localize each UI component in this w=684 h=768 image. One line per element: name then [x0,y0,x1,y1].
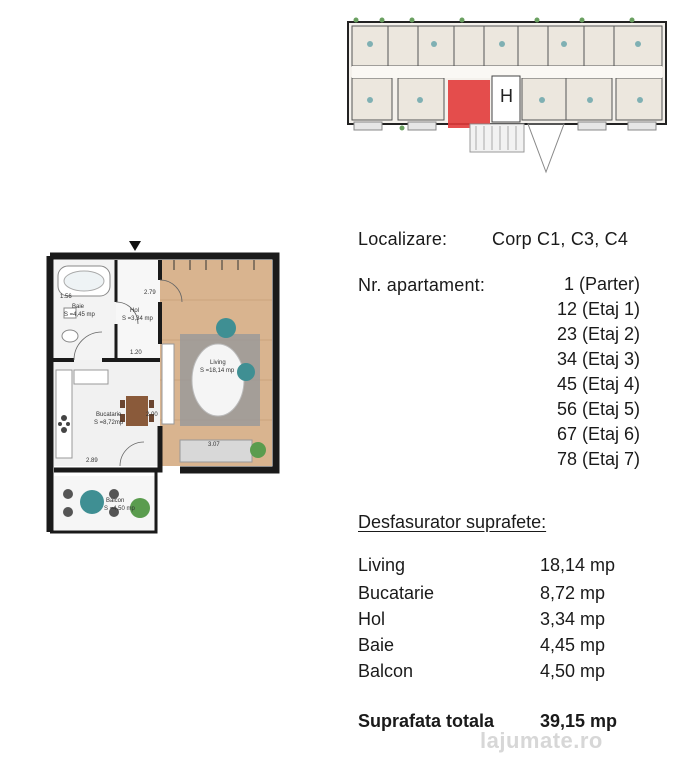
dimension-label: 2.89 [86,458,98,464]
area-row-value: 4,45 mp [540,635,606,655]
area-breakdown-title: Desfasurator suprafete: [358,512,547,532]
room-area-bucatarie: S =8,72mp [94,420,124,426]
dimension-label: 1.20 [130,350,142,356]
watermark-logo: lajumate.ro [480,728,603,753]
apartment-number-item: 56 (Etaj 5) [556,399,640,419]
area-row-label: Living [358,555,406,575]
room-name-living: Living [210,360,226,366]
area-row-label: Hol [358,609,386,629]
area-row-value: 4,50 mp [540,661,606,681]
entrance-arrow-icon [129,241,141,251]
apartment-number-item: 23 (Etaj 2) [556,324,640,344]
room-area-living: S =18,14 mp [200,368,235,374]
apartment-number-item: 1 (Parter) [563,274,640,294]
room-name-hol: Hol [130,308,140,314]
dimension-label: 3.07 [208,442,220,448]
dimension-label: 2.79 [144,290,156,296]
area-row-label: Balcon [358,661,414,681]
apartment-number-item: 12 (Etaj 1) [556,299,640,319]
room-name-baie: Baie [72,304,85,310]
apartment-number-item: 67 (Etaj 6) [556,424,640,444]
area-row-value: 3,34 mp [540,609,606,629]
room-area-baie: S =4,45 mp [64,312,95,318]
location-label: Localizare: [358,229,448,249]
dimension-label: 2.00 [146,412,158,418]
svg-text:H: H [500,86,513,106]
total-area-label: Suprafata totala [358,711,495,731]
apartment-number-label: Nr. apartament: [358,275,486,295]
room-area-balcon: S =4,50 mp [104,506,135,512]
apartment-number-item: 45 (Etaj 4) [556,374,640,394]
area-row-label: Bucatarie [358,583,435,603]
apartment-number-item: 34 (Etaj 3) [556,349,640,369]
area-row-value: 8,72 mp [540,583,606,603]
highlighted-apartment [448,80,490,128]
apartment-floor-plan [40,240,280,535]
room-name-balcon: Balcon [106,498,125,504]
building-site-plan [342,14,672,174]
apartment-number-item: 78 (Etaj 7) [556,449,640,469]
room-name-bucatarie: Bucatarie [96,412,122,418]
total-area-value: 39,15 mp [540,711,618,731]
area-row-label: Baie [358,635,395,655]
apartment-number-list [498,272,640,472]
location-value: Corp C1, C3, C4 [492,229,629,249]
dimension-label: 1.56 [60,294,72,300]
area-row-value: 18,14 mp [540,555,616,575]
room-area-hol: S =3,34 mp [122,316,153,322]
